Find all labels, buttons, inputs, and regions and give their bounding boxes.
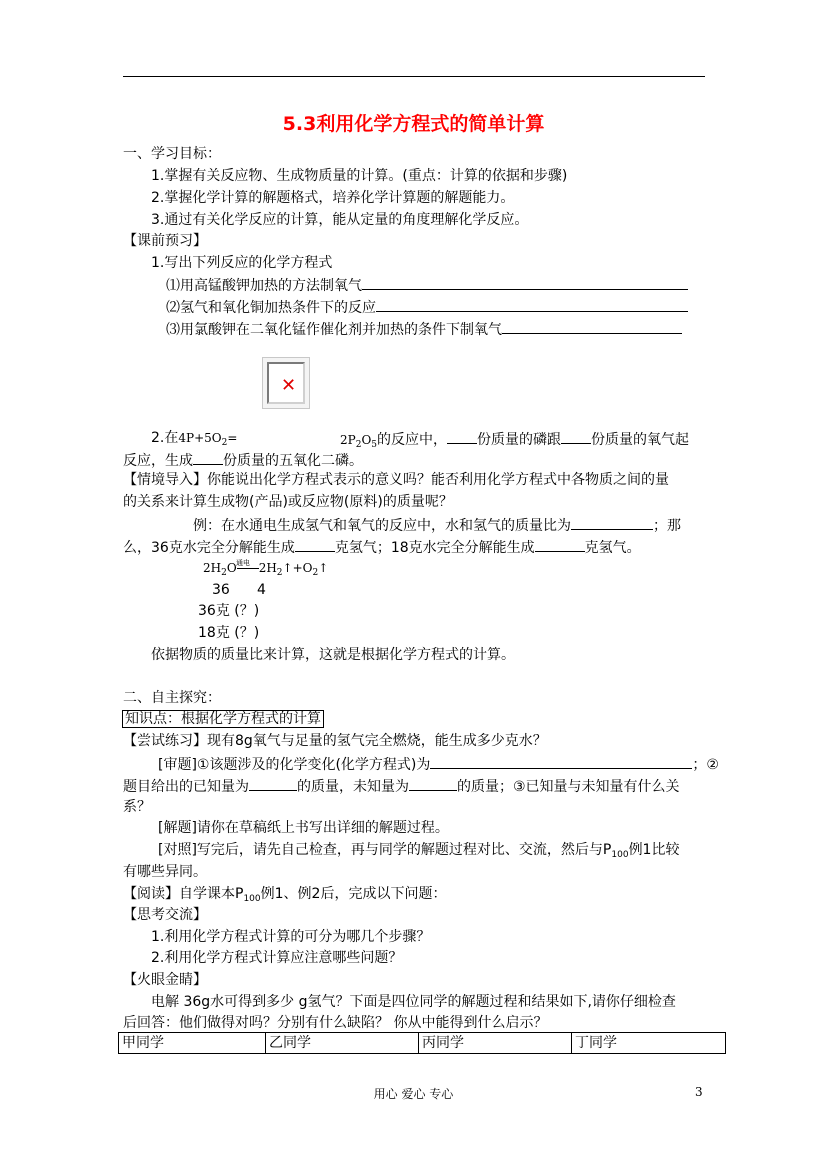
eq-right-mid: O [361,433,372,447]
check-line2: 有哪些异同。 [123,864,207,880]
read-b: 例1、例2后，完成以下问题： [260,886,447,902]
up-arrow-icon: ↑ [318,561,329,575]
situation-line4 [123,536,641,558]
conclusion: 依据物质的质量比来计算，这就是根据化学方程式的计算。 [151,647,515,663]
preview-item-3-text: ⑶用氯酸钾在二氧化锰作催化剂并加热的条件下制氧气 [166,322,502,338]
q2-line2a: 反应，生成 [123,453,193,469]
review-line2b: 的质量，未知量为 [297,779,409,795]
think-heading: 【思考交流】 [123,907,207,923]
broken-image-frame [267,362,305,404]
students-table [118,1032,726,1054]
answer-blank[interactable] [571,514,653,530]
line4c: 克氢气。 [584,540,641,556]
header-rule [123,76,705,77]
try-practice: 【尝试练习】现有8g氧气与足量的氢气完全燃烧，能生成多少克水？ [123,733,547,749]
check-line1 [158,840,679,865]
knowledge-box: 知识点：根据化学方程式的计算 [122,710,324,728]
answer-blank[interactable] [362,274,688,290]
review-line2 [123,775,680,797]
answer-blank[interactable] [249,775,297,791]
goal-2: 2.掌握化学计算的解题格式，培养化学计算题的解题能力。 [151,190,515,206]
row-18g: 18克 (？) [198,625,260,641]
check-sub: 100 [611,850,629,860]
situation-example [193,514,681,536]
goal-3: 3.通过有关化学反应的计算，能从定量的角度理解化学反应。 [151,212,529,228]
preview-item-2-text: ⑵氢气和氧化铜加热条件下的反应 [166,300,376,316]
row-36g: 36克 (？) [198,603,260,619]
preview-q2-line1-right [340,428,689,455]
eq-left [178,431,238,448]
review-line2a: 题目给出的已知量为 [123,779,249,795]
answer-blank[interactable] [430,753,692,769]
eq-right-sub2: 5 [371,440,378,450]
example-text: 例：在水通电生成氢气和氧气的反应中，水和氢气的质量比为 [193,518,571,534]
footer-motto: 用心 爱心 专心 [373,1087,454,1101]
review-a: [审题]①该题涉及的化学变化(化学方程式)为 [158,757,431,773]
answer-blank[interactable] [376,296,688,312]
section2-heading: 二、自主探究： [123,690,221,706]
ratio-4: 4 [257,582,266,598]
answer-blank[interactable] [535,536,585,552]
line4a: 么，36克水完全分解能生成 [123,540,295,556]
eq-water-sub: 2 [221,568,227,578]
answer-blank[interactable] [447,428,477,444]
read-a: 【阅读】自学课本P [123,886,244,902]
fire-line1: 电解 36g水可得到多少 g氢气？下面是四位同学的解题过程和结果如下,请你仔细检查 [151,994,676,1010]
solve-line: [解题]请你在草稿纸上书写出详细的解题过程。 [158,820,449,836]
broken-image-x-icon: ✕ [281,375,297,396]
review-b: ；② [692,757,719,773]
eq-left-main: 4P+5O [178,431,222,445]
review-line1 [158,753,719,775]
preview-heading: 【课前预习】 [123,233,207,249]
preview-item-3 [166,318,682,340]
eq-water: 2H [203,561,222,575]
preview-item-1 [166,274,688,296]
read-sub: 100 [243,894,261,904]
student-cell-jia: 甲同学 [119,1033,266,1054]
answer-blank[interactable] [502,318,682,334]
table-row [119,1033,726,1054]
eq-o2: +O [292,561,313,575]
answer-blank[interactable] [193,449,223,465]
page-title: 5.3利用化学方程式的简单计算 [282,113,545,135]
q2-text3: 份质量的氧气起 [591,432,690,448]
answer-blank[interactable] [561,428,591,444]
review-line3: 系？ [123,799,151,815]
eq-left-sub: 2 [221,438,228,448]
fire-heading: 【火眼金睛】 [123,972,207,988]
up-arrow-icon: ↑ [282,561,293,575]
ratio-36: 36 [212,582,230,598]
eq-h2: 2H [258,561,277,575]
eq-right-main: 2P [340,433,356,447]
eq-o2-sub: 2 [312,568,319,578]
eq-water-o: O [226,561,237,575]
answer-blank[interactable] [295,536,335,552]
fire-line2: 后回答：他们做得对吗？分别有什么缺陷？ 你从中能得到什么启示？ [123,1015,548,1031]
eq-equals: = [227,431,238,445]
eq-right-sub1: 2 [355,440,362,450]
q2-line2b: 份质量的五氧化二磷。 [223,453,363,469]
student-cell-bing: 丙同学 [419,1033,572,1054]
eq-condition: 通电 [236,559,250,567]
situation-line1: 【情境导入】你能说出化学方程式表示的意义吗？能否利用化学方程式中各物质之间的量 [123,472,669,488]
eq-right [340,433,378,450]
eq-h2-sub: 2 [276,568,283,578]
broken-image-icon [262,357,310,409]
page-number: 3 [695,1085,703,1099]
q2-text1: 的反应中， [377,432,448,448]
eq-condition-bar [237,568,259,569]
section1-heading: 一、学习目标： [123,146,221,162]
preview-item-1-text: ⑴用高锰酸钾加热的方法制氧气 [166,278,362,294]
check-b: 例1比较 [628,842,680,858]
preview-q2-line2 [123,449,363,471]
think-q2: 2.利用化学方程式计算应注意哪些问题？ [151,950,403,966]
preview-item-2 [166,296,688,318]
student-cell-ding: 丁同学 [572,1033,726,1054]
student-cell-yi: 乙同学 [266,1033,419,1054]
q2-prefix: 2.在 [151,430,179,446]
think-q1: 1.利用化学方程式计算的可分为哪几个步骤？ [151,929,431,945]
review-line2c: 的质量；③已知量与未知量有什么关 [457,779,680,795]
knowledge-point [122,709,324,729]
goal-1: 1.掌握有关反应物、生成物质量的计算。(重点：计算的依据和步骤) [151,168,568,184]
q2-text2: 份质量的磷跟 [477,432,562,448]
preview-q1: 1.写出下列反应的化学方程式 [151,255,333,271]
line4b: 克氢气；18克水完全分解能生成 [334,540,535,556]
check-a: [对照]写完后，请先自己检查，再与同学的解题过程对比、交流，然后与P [158,842,612,858]
answer-blank[interactable] [409,775,457,791]
example-tail: ；那 [653,518,681,534]
situation-line2: 的关系来计算生成物(产品)或反应物(原料)的质量呢？ [123,494,453,510]
